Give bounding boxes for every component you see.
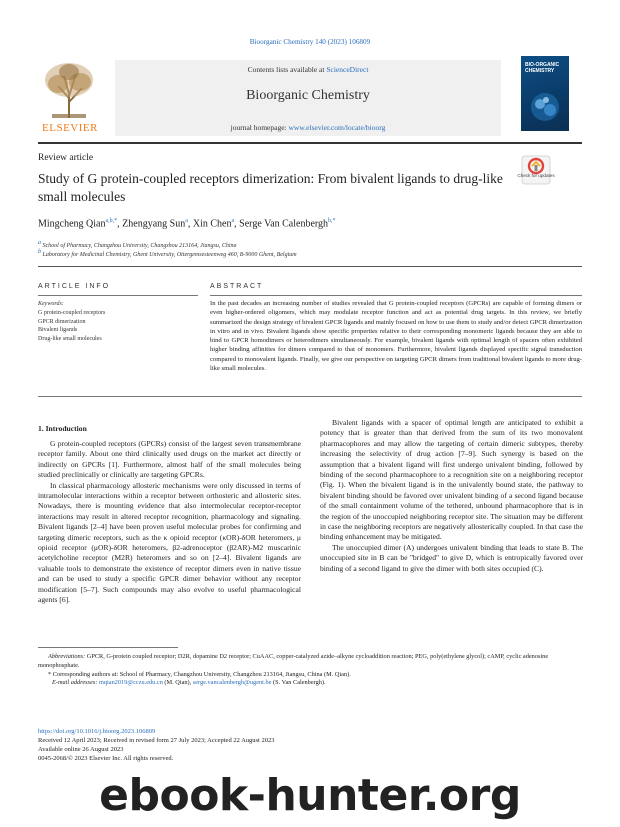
affiliation-b — [38, 249, 297, 258]
corresponding-text: Corresponding authors at: School of Pharmacy, Changzhou University, Changzhou 213164, Jiangsu, China (M. Qian). — [52, 670, 351, 678]
email-label: E-mail addresses: — [52, 679, 98, 687]
copyright: 0045-2068/© 2023 Elsevier Inc. All rights reserved. — [38, 755, 174, 762]
keywords-label: Keywords: — [38, 301, 64, 307]
publication-info — [38, 727, 338, 763]
author-affiliation-mark[interactable]: a — [185, 218, 188, 224]
author-affiliation-mark[interactable]: a,b,* — [105, 218, 118, 224]
abbreviations-label: Abbreviations: — [48, 653, 86, 660]
sciencedirect-link[interactable]: ScienceDirect — [326, 65, 369, 74]
check-for-updates-label[interactable]: Check for updates — [517, 173, 555, 178]
body-column-left — [38, 439, 301, 606]
watermark-text: ebook-hunter.org — [99, 770, 521, 821]
contents-line — [115, 65, 501, 74]
email-vancalenbergh-name: (S. Van Calenbergh). — [271, 679, 326, 687]
section-rule — [38, 266, 582, 267]
corresponding-note: * Corresponding authors at: School of Pharmacy, Changzhou University, Changzhou 213164, Jiangsu, China (M. Qian). — [48, 670, 351, 678]
email-qian-name: (M. Qian), — [162, 679, 193, 687]
footnote-rule — [38, 647, 178, 648]
body-paragraph: The unoccupied dimer (A) undergoes univalent binding that leads to state B. The unoccupied site in B can be ''bridged'' to give D, which is entropically favored over binding of a second ligand to give the dimer with both sites occupied (C). — [320, 542, 583, 573]
author-affiliation-mark[interactable]: b,* — [328, 218, 336, 224]
abstract-end-rule — [38, 396, 582, 397]
abbreviations-text: GPCR, G-protein coupled receptor; D2R, dopamine D2 receptor; CuAAC, copper-catalyzed azide–alkyne cycloaddition reaction; PEG, poly(ethylene glycol); cAMP, cyclic adenosine monophosphate. — [38, 653, 549, 669]
homepage-link[interactable]: www.elsevier.com/locate/bioorg — [288, 123, 386, 132]
email-link-vancalenbergh[interactable]: serge.vancalenbergh@ugent.be — [192, 679, 272, 687]
author-separator: , — [234, 218, 240, 230]
homepage-prefix: journal homepage: — [230, 123, 289, 132]
keyword-list — [38, 309, 198, 343]
abstract-rule — [210, 295, 582, 296]
elsevier-tree-logo — [38, 58, 100, 124]
article-title: Study of G protein-coupled receptors dimerization: From bivalent ligands to drug-like small molecules — [38, 171, 503, 204]
body-column-right — [320, 418, 583, 574]
author-affiliation-mark[interactable]: a — [231, 218, 235, 224]
email-note — [38, 679, 583, 688]
journal-cover-title: BIO-ORGANIC CHEMISTRY — [525, 62, 560, 74]
author-name[interactable]: Mingcheng Qian — [38, 218, 106, 230]
article-info-heading: ARTICLE INFO — [38, 283, 111, 290]
journal-name: Bioorganic Chemistry — [246, 88, 370, 103]
author-separator: , — [117, 218, 123, 230]
keyword-item: Drug-like small molecules — [38, 335, 102, 342]
affiliation-b-text: Laboratory for Medicinal Chemistry, Ghent University, Ottergemsesteenweg 460, B-9000 Ghent, Belgium — [42, 252, 297, 258]
affiliation-a — [38, 240, 237, 249]
article-type: Review article — [38, 153, 94, 163]
article-info-rule — [38, 295, 198, 296]
affiliation-a-mark: a — [38, 240, 41, 246]
contents-prefix: Contents lists available at — [247, 65, 327, 74]
body-paragraph: Bivalent ligands with a spacer of optimal length are anticipated to exhibit a potency that is greater than that derived from the sum of its two monovalent pharmacophores and may allow the targeting of certain dimeric subtypes, thereby increasing the selectivity of drug action [7–9]. Such synergy is based on the assumption that a bivalent ligand will first undergo univalent binding, followed by binding of the second pharmacophore to a recognition site on a neighboring receptor (Fig. 1). When the bivalent ligand is in the univalently bound state, the pathway to bivalent binding should be favored over univalent binding of a second ligand because of the small containment volume of the tethered, unbound pharmacophore that is in the region of the unoccupied neighboring receptor site. The situation may be different in case the neighboring receptors are negatively allosterically coupled. In that case the binding enhancement may be mitigated. — [320, 418, 583, 542]
received-dates: Received 12 April 2023; Received in revised form 27 July 2023; Accepted 22 August 2023 — [38, 737, 275, 744]
email-link-qian[interactable]: mqian2019@cczu.edu.cn — [99, 679, 163, 687]
abstract-text: In the past decades an increasing number of studies revealed that G protein-coupled receptors (GPCRs) are capable of forming dimers or even higher-ordered oligomers, which may modulate receptor function and act as potential drug targets. In this review, we briefly summarized the design strategy of bivalent GPCR ligands and mainly focused on how to use them to study and/or detect GPCR dimerization in vitro and in vivo. Bivalent ligands show specific properties relative to their corresponding monomeric ligands because they are able to bind to GPCR homodimers or heterodimers simultaneously. For example, bivalent ligands with optimal length of spacers often exhibited higher binding affinities for dimers compared to that of monomers. Furthermore, bivalent ligands displayed specific signal transduction compared to monovalent ligands. Finally, we give our perspective on targeting GPCR dimers from traditional bivalent ligands to more drug-like small molecules. — [210, 300, 582, 373]
introduction-heading: 1. Introduction — [38, 424, 87, 433]
body-paragraph: In classical pharmacology allosteric mechanisms were only discussed in terms of intramolecular interactions within a receptor between orthosteric and allosteric sites. Nowadays, there is mounting evidence that also intermolecular receptor-receptor interactions may result in altered receptor recognition, pharmacology and signaling. Bivalent ligands [2–4] have been proven useful molecular probes for confirming and targeting dimeric receptors, such as the κ opioid receptor (κOR)-δOR heteromers, μ opioid receptor (μOR)-δOR heteromers, β2-adrenoceptor (β2AR)-M2 muscarinic acetylcholine receptor (M2R) heteromers and so on [2–4]. Bivalent ligands are valuable tools to demonstrate the existence of receptor dimers even in native tissue and can be used to study a specific GPCR dimer behavior without any receptor modification [5–7]. Such compounds may also evolve to useful pharmacological agents [6]. — [38, 480, 301, 605]
check-for-updates-icon[interactable] — [521, 155, 551, 185]
author-separator: , — [187, 218, 193, 230]
journal-reference[interactable]: Bioorganic Chemistry 140 (2023) 106809 — [249, 38, 371, 46]
cover-molecule-image — [526, 88, 564, 126]
keyword-item: GPCR dimerization — [38, 318, 86, 325]
header-rule — [38, 142, 582, 144]
author-name[interactable]: Xin Chen — [192, 218, 232, 230]
abbreviations-note — [38, 653, 583, 671]
doi-link[interactable]: https://doi.org/10.1016/j.bioorg.2023.106809 — [38, 728, 156, 735]
abstract-heading: ABSTRACT — [210, 283, 264, 290]
available-online: Available online 26 August 2023 — [38, 746, 124, 753]
elsevier-wordmark: ELSEVIER — [42, 122, 98, 134]
author-name[interactable]: Serge Van Calenbergh — [239, 218, 329, 230]
keyword-item: G protein-coupled receptors — [38, 310, 106, 316]
footnotes — [38, 653, 583, 688]
keyword-item: Bivalent ligands — [38, 327, 78, 333]
homepage-line — [115, 123, 501, 132]
author-name[interactable]: Zhengyang Sun — [122, 218, 186, 230]
author-list — [38, 218, 583, 229]
body-paragraph: G protein-coupled receptors (GPCRs) consist of the largest seven transmembrane receptor family. About one third clinically used drugs on the market act directly or indirectly on GPCRs [1]. Furthermore, almost half of the small molecules being studied preclinically or clinically are targeting GPCRs. — [38, 439, 301, 480]
affiliation-b-mark: b — [38, 249, 41, 255]
affiliation-a-text: School of Pharmacy, Changzhou University, Changzhou 213164, Jiangsu, China — [42, 243, 237, 249]
